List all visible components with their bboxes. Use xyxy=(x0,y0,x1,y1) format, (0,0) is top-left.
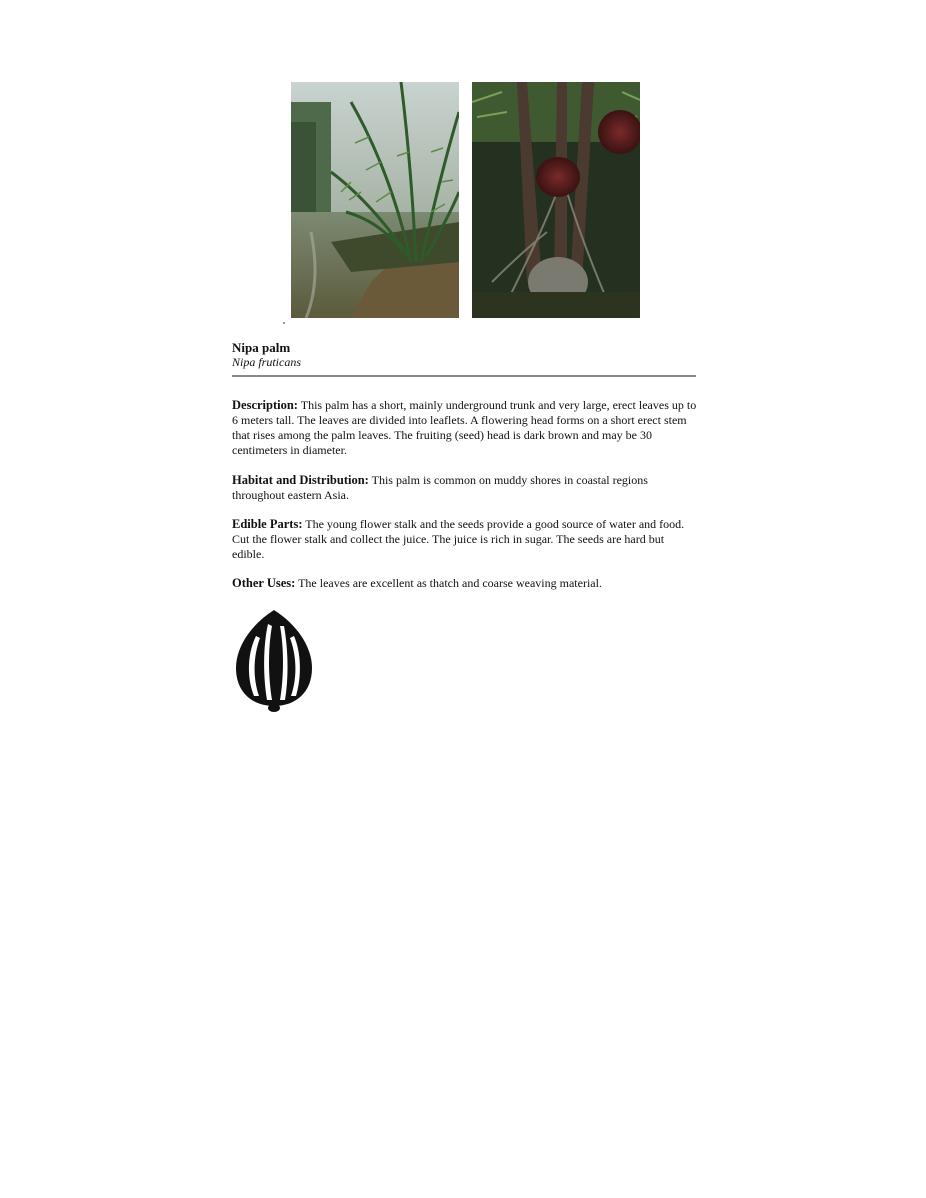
description-label: Description: xyxy=(232,398,298,412)
other-uses-text: The leaves are excellent as thatch and coarse weaving material. xyxy=(295,576,602,590)
habitat-section xyxy=(232,473,698,503)
edible-parts-section xyxy=(232,517,698,562)
scan-artifact xyxy=(283,322,285,324)
edible-parts-label: Edible Parts: xyxy=(232,517,303,531)
title-divider xyxy=(232,375,696,377)
nipa-palm-shore-photo xyxy=(291,82,459,318)
edible-parts-text: The young flower stalk and the seeds provide a good source of water and food. Cut the flower stalk and collect the juice. The juice is rich in sugar. The seeds are hard but edible. xyxy=(232,517,685,561)
plant-common-name: Nipa palm xyxy=(232,340,291,355)
description-text: This palm has a short, mainly underground trunk and very large, erect leaves up to 6 meters tall. The leaves are divided into leaflets. A flowering head forms on a short erect stem that rises among the palm leaves. The fruiting (seed) head is dark brown and may be 30 centimeters in diameter. xyxy=(232,398,697,457)
other-uses-section xyxy=(232,576,698,591)
other-uses-label: Other Uses: xyxy=(232,576,296,590)
plant-scientific-name: Nipa fruticans xyxy=(232,355,302,369)
habitat-text: This palm is common on muddy shores in coastal regions throughout eastern Asia. xyxy=(232,473,648,502)
nipa-fruit-illustration xyxy=(232,606,316,714)
plant-title-block xyxy=(232,340,696,369)
nipa-palm-fruit-head-photo xyxy=(472,82,640,318)
description-section xyxy=(232,398,698,458)
habitat-label: Habitat and Distribution: xyxy=(232,473,369,487)
